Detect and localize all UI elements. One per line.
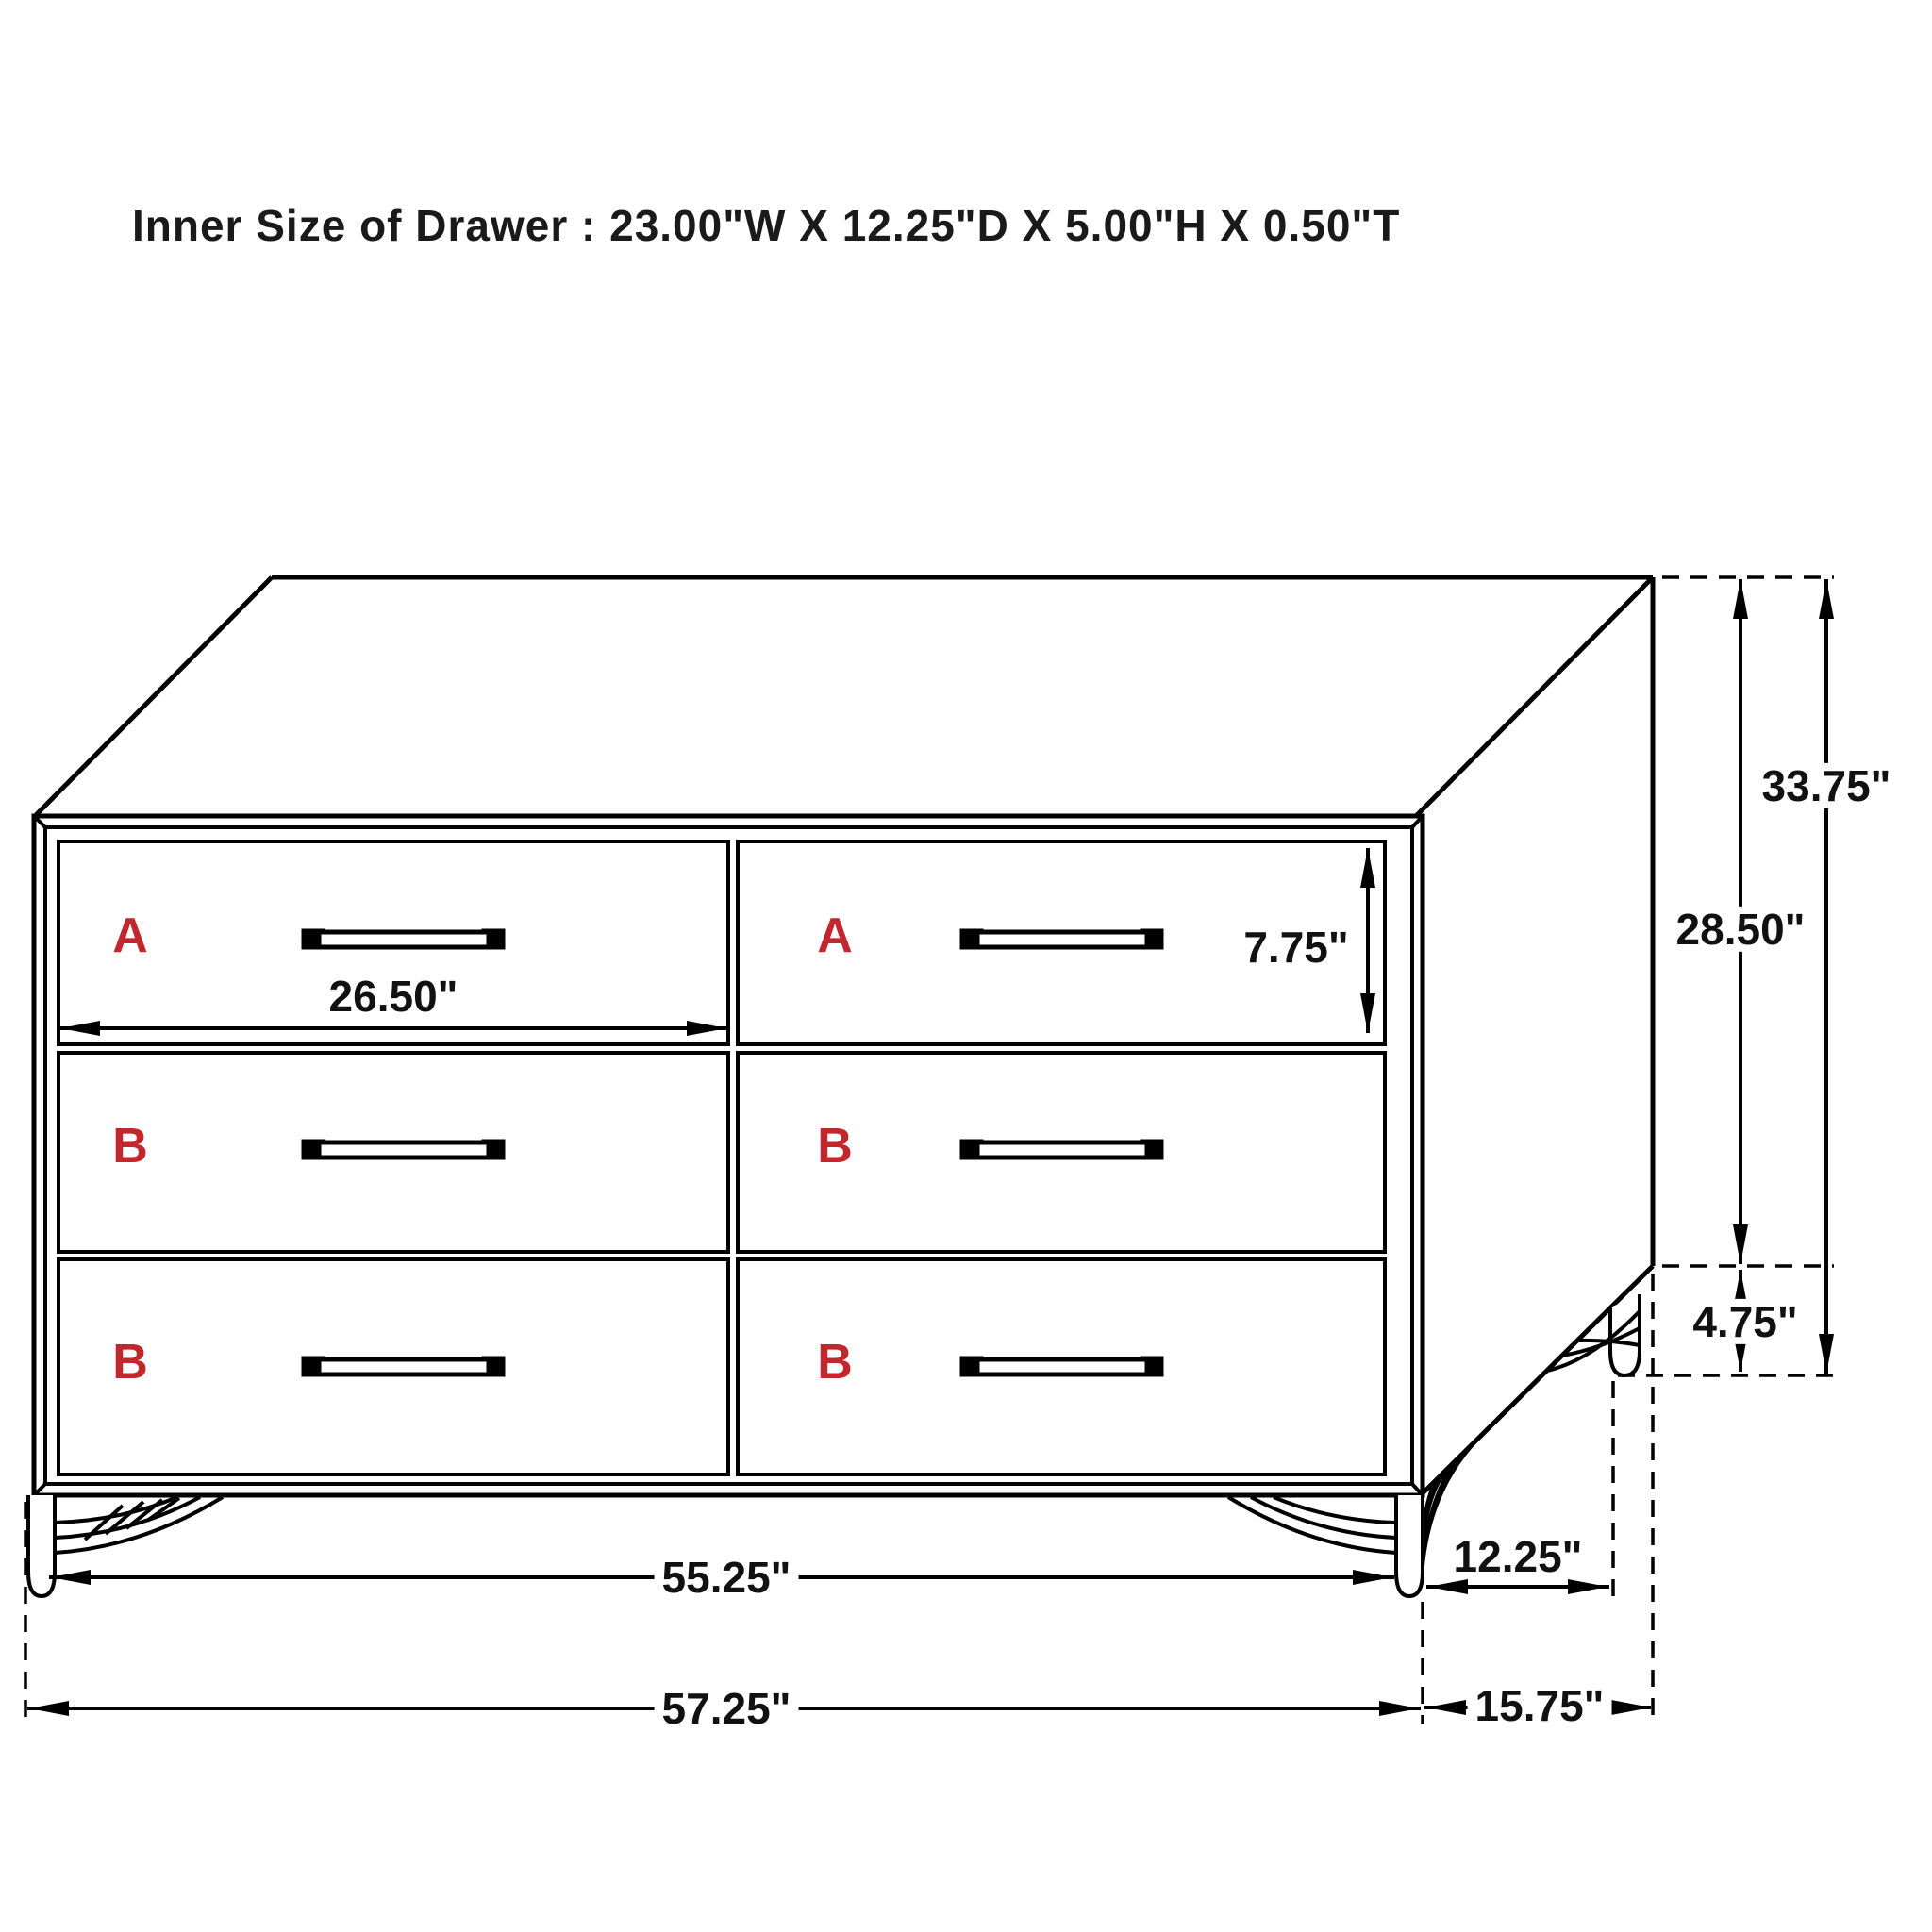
dim-drawer-height-line xyxy=(1360,848,1375,1033)
dim-drawer-width-line xyxy=(58,1021,728,1036)
drawer-handle xyxy=(960,1140,1163,1159)
drawer-letter: A xyxy=(817,908,853,963)
dim-overall-depth-label: 15.75" xyxy=(1468,1683,1612,1728)
back-right-leg xyxy=(1547,1294,1640,1375)
dim-leg-height-label: 4.75" xyxy=(1685,1299,1805,1344)
drawer-letter: B xyxy=(817,1335,853,1390)
drawer-letter: A xyxy=(112,908,148,963)
drawer-handle xyxy=(960,929,1163,949)
dim-drawer-width-label: 26.50" xyxy=(328,971,458,1021)
drawer-letter: B xyxy=(817,1119,853,1174)
dim-side-leg-span-label: 12.25" xyxy=(1453,1531,1583,1581)
front-right-leg xyxy=(1228,1441,1475,1596)
front-left-leg xyxy=(28,1495,223,1596)
dim-overall-height-label: 33.75" xyxy=(1755,763,1899,808)
drawer-letter: B xyxy=(112,1335,148,1390)
dim-case-height-label: 28.50" xyxy=(1669,907,1813,952)
page-title: Inner Size of Drawer : 23.00"W X 12.25"D X 5.00"H X 0.50"T xyxy=(132,201,1401,250)
drawer-grid xyxy=(58,841,1385,1474)
drawer-letter: B xyxy=(112,1119,148,1174)
dim-front-leg-span-label: 55.25" xyxy=(655,1555,799,1600)
drawer-handle xyxy=(302,929,505,949)
dim-drawer-height-label: 7.75" xyxy=(1243,922,1349,972)
drawer-handle xyxy=(302,1357,505,1376)
dim-overall-height-line xyxy=(1819,579,1834,1374)
drawer-handle xyxy=(302,1140,505,1159)
dim-overall-width-label: 57.25" xyxy=(655,1686,799,1731)
top-face xyxy=(36,577,1653,817)
drawer-handle xyxy=(960,1357,1163,1376)
dim-side-leg-span-line xyxy=(1426,1579,1609,1594)
